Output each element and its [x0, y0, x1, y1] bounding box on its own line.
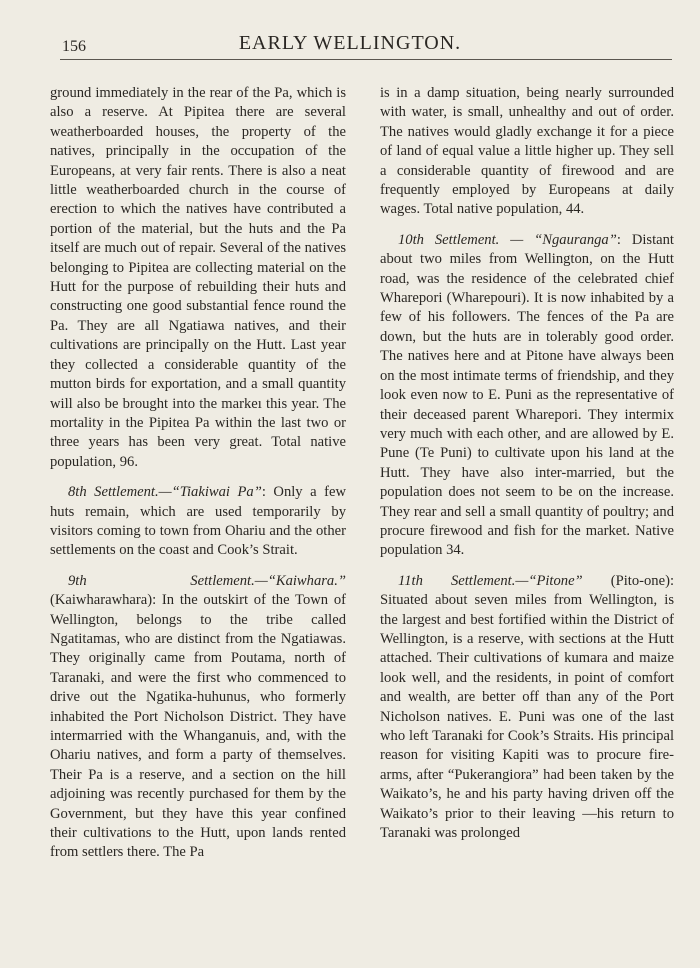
page-header: [0, 32, 700, 62]
paragraph: 10th Settlement. — “Ngauranga”: Distant about two miles from Wellington, on the Hutt road, was the residence of the celebrated chief Wharepori (Wharepouri). It is now inhabited by a few of his followers. The fences of the Pa are down, but the huts are in tolerably good order. The natives here and at Pitone have always been on the most intimate terms of friendship, and they look even now to E. Puni as the representative of their deceased parent Wharepori. They intermix very much with each other, and are allowed by E. Pune (Te Puni) to cultivate upon his land at the Hutt. They have also inter-married, but the population does not seem to be on the increase. They rear and sell a small quantity of poultry; and procure firewood and fish for the market. Native population 34.: [380, 231, 674, 559]
paragraph: 11th Settlement.—“Pitone” (Pito-one): Situated about seven miles from Wellington, is the largest and best fortified within the District of Wellington, is a reserve, with sections at the Hutt attached. Their cultivations of kumara and maize look well, and the residents, in point of comfort and wealth, are better off than any of the Port Nicholson natives. E. Puni was one of the last who left Taranaki for Cook’s Straits. His principal reason for visiting Kapiti was to procure fire-arms, after “Pukerangiora” had been taken by the Waikato’s, he and his party having driven off the Waikato’s prior to their leaving —his return to Taranaki was prolonged: [380, 572, 674, 842]
paragraph: ground immediately in the rear of the Pa, which is also a reserve. At Pipitea there are several weatherboarded houses, the property of the natives, principally in the occupation of the Europeans, at very fair rents. There is also a neat little weatherboarded church in the course of erection to which the natives have contributed a portion of the material, but the huts and the Pa itself are much out of repair. Several of the natives belonging to Pipitea are collecting material on the Hutt for the purpose of rebuilding their huts and constructing one good substantial fence round the Pa. They are all Ngatiawa natives, and their cultivations are principally on the Hutt. Last year they collected a considerable quantity of the mutton birds for exportation, and a small quantity will also be brought into the markeı this year. The mortality in the Pipitea Pa within the last two or three years has been very great. Total native population, 96.: [50, 85, 346, 470]
paragraph: is in a damp situation, being nearly surrounded with water, is small, unhealthy and out of order. The natives would gladly exchange it for a piece of land of equal value a little higher up. They sell a considerable quantity of firewood and are frequently employed by Europeans at daily wages. Total native population, 44.: [380, 85, 674, 218]
paragraph: 9th Settlement.—“Kaiwhara.” (Kaiwharawhara): In the outskirt of the Town of Wellington, belongs to the tribe called Ngatitamas, who are distinct from the Ngatiawas. They originally came from Poutama, north of Taranaki, and were the first who commenced to drive out the Ngatika-huhunus, who formerly inhabited the Port Nicholson District. They have intermarried with the Whanganuis, and, with the Ohariu natives, and form a party of themselves. Their Pa is a reserve, and a section on the hill adjoining was recently purchased for them by the Government, but they have this year confined their cultivations to the Hutt, upon lands rented from settlers there. The Pa: [50, 572, 346, 861]
left-column: [50, 84, 346, 874]
right-column: [380, 84, 674, 854]
page-number: 156: [62, 38, 86, 55]
running-title: EARLY WELLINGTON.: [238, 32, 462, 54]
header-rule: [60, 59, 672, 60]
paragraph: 8th Settlement.—“Tiakiwai Pa”: Only a few huts remain, which are used temporarily by visitors coming to town from Ohariu and the other settlements on the coast and Cook’s Strait.: [50, 484, 346, 559]
